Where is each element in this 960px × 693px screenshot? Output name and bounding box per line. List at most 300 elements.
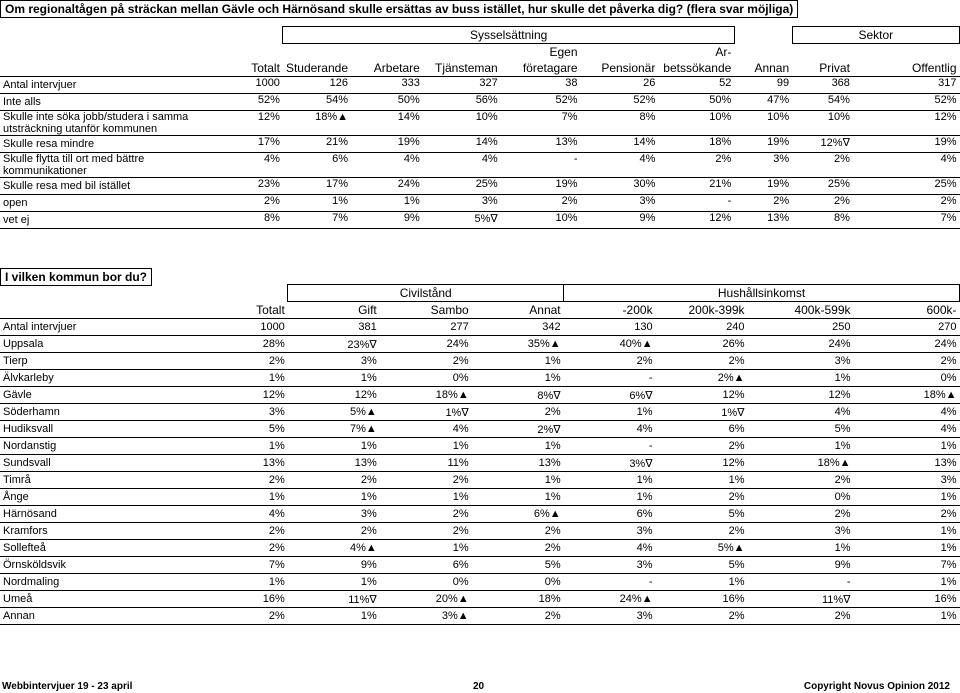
row-label: Skulle resa med bil istället: [0, 178, 195, 195]
question-2-title: I vilken kommun bor du?: [0, 268, 152, 286]
table-row: [0, 212, 960, 229]
table-cell: 17%: [283, 178, 351, 195]
table-cell: 7%: [854, 557, 960, 574]
table-cell: 368: [792, 77, 853, 94]
table-cell: 3%∇: [564, 455, 656, 472]
table-cell: 24%: [380, 336, 472, 353]
table-cell: 21%: [658, 178, 734, 195]
table-cell: -: [564, 370, 656, 387]
table-cell: -: [564, 574, 656, 591]
table-cell: 8%: [792, 212, 853, 229]
column-header: Offentlig: [853, 60, 960, 77]
table-cell: 12%: [195, 111, 283, 136]
table-row: [0, 489, 960, 506]
table-row: [0, 94, 960, 111]
table-cell: 1%: [196, 438, 288, 455]
table-row: [0, 319, 960, 336]
table-cell: 50%: [351, 94, 423, 111]
table-cell: 14%: [351, 111, 423, 136]
table-row: [0, 574, 960, 591]
table-row: [0, 523, 960, 540]
table-cell: 0%: [380, 574, 472, 591]
row-label: vet ej: [0, 212, 195, 229]
table-cell: 2%: [656, 523, 748, 540]
column-header-line1: [853, 44, 960, 61]
table-cell: -: [564, 438, 656, 455]
table-cell: 18%▲: [283, 111, 351, 136]
table-cell: 18%▲: [380, 387, 472, 404]
table-cell: 1%: [196, 370, 288, 387]
table-row: [0, 370, 960, 387]
column-header: 600k-: [854, 302, 960, 319]
table-cell: 26: [581, 77, 659, 94]
column-header-line1: [792, 44, 853, 61]
table-cell: 5%▲: [656, 540, 748, 557]
table-cell: 54%: [792, 94, 853, 111]
table-cell: 2%: [792, 153, 853, 178]
table-cell: 19%: [734, 136, 792, 153]
table-cell: 6%: [656, 421, 748, 438]
table-cell: 13%: [196, 455, 288, 472]
column-header: Tjänsteman: [423, 60, 501, 77]
table-cell: 2%: [656, 438, 748, 455]
table-cell: 12%: [288, 387, 380, 404]
question-1-title: Om regionaltågen på sträckan mellan Gävle och Härnösand skulle ersättas av buss istället, hur skulle det påverka dig? (flera svar möjliga): [0, 0, 798, 18]
table-cell: 2%: [195, 195, 283, 212]
column-header-line1: [734, 44, 792, 61]
table-cell: 13%: [288, 455, 380, 472]
row-label: Umeå: [0, 591, 196, 608]
table-cell: 1%: [196, 489, 288, 506]
table-cell: 4%: [853, 153, 960, 178]
table-cell: 6%▲: [472, 506, 564, 523]
table-row: [0, 136, 960, 153]
table-cell: 4%: [748, 404, 854, 421]
table-cell: 8%: [195, 212, 283, 229]
table-cell: 1%: [854, 523, 960, 540]
table-cell: 52%: [195, 94, 283, 111]
table-cell: 3%: [423, 195, 501, 212]
table-cell: 1%: [288, 574, 380, 591]
row-label: Antal intervjuer: [0, 319, 196, 336]
table-cell: 8%: [581, 111, 659, 136]
column-header-line1: [195, 44, 283, 61]
table-cell: 4%: [564, 421, 656, 438]
table-row: [0, 353, 960, 370]
table-cell: 24%: [854, 336, 960, 353]
column-header-line1: Ar-: [715, 45, 732, 59]
table-cell: 2%: [472, 540, 564, 557]
footer-copyright: Copyright Novus Opinion 2012: [803, 681, 950, 692]
table-cell: 1%: [656, 574, 748, 591]
table-cell: 14%: [581, 136, 659, 153]
table-cell: 1%: [854, 438, 960, 455]
table-cell: 2%: [748, 608, 854, 625]
table-cell: 2%▲: [656, 370, 748, 387]
table-cell: 3%: [564, 608, 656, 625]
table-cell: 11%: [380, 455, 472, 472]
table-cell: 52%: [501, 94, 581, 111]
table-cell: 16%: [196, 591, 288, 608]
table-row: [0, 506, 960, 523]
table-row: [0, 455, 960, 472]
table-cell: 2%: [564, 353, 656, 370]
table-cell: 4%: [581, 153, 659, 178]
table-cell: 3%▲: [380, 608, 472, 625]
table-cell: 5%: [656, 557, 748, 574]
row-label: Skulle inte söka jobb/studera i samma utsträckning utanför kommunen: [0, 111, 195, 136]
table-cell: 10%: [792, 111, 853, 136]
table-row: [0, 336, 960, 353]
table-cell: 1%: [288, 438, 380, 455]
table-cell: 2%: [501, 195, 581, 212]
row-label: Timrå: [0, 472, 196, 489]
table-cell: 1%: [854, 540, 960, 557]
table-cell: 2%: [196, 608, 288, 625]
table-cell: 23%: [195, 178, 283, 195]
table-cell: 12%: [656, 455, 748, 472]
column-header-line1: [351, 44, 423, 61]
table-cell: 3%: [564, 557, 656, 574]
table-cell: 6%: [283, 153, 351, 178]
table-cell: 18%▲: [854, 387, 960, 404]
table-row: [0, 608, 960, 625]
column-header: -200k: [564, 302, 656, 319]
table-row: [0, 421, 960, 438]
group-sysselsattning: Sysselsättning: [283, 27, 734, 44]
table-cell: 317: [853, 77, 960, 94]
table-cell: 9%: [351, 212, 423, 229]
table-cell: 10%: [734, 111, 792, 136]
table-cell: 0%: [854, 370, 960, 387]
table-cell: 23%∇: [288, 336, 380, 353]
table-cell: 6%: [564, 506, 656, 523]
table-cell: 40%▲: [564, 336, 656, 353]
row-label: Hudiksvall: [0, 421, 196, 438]
column-header: 400k-599k: [748, 302, 854, 319]
row-label: Älvkarleby: [0, 370, 196, 387]
table-cell: 3%: [288, 353, 380, 370]
table-cell: 2%: [656, 489, 748, 506]
table-cell: 13%: [501, 136, 581, 153]
table-question-1: [0, 26, 960, 229]
table-cell: 3%: [854, 472, 960, 489]
table-cell: 10%: [423, 111, 501, 136]
table-cell: 2%: [380, 523, 472, 540]
table-row: [0, 404, 960, 421]
table-cell: 1%: [854, 489, 960, 506]
table-row: [0, 153, 960, 178]
table-cell: 327: [423, 77, 501, 94]
table-cell: -: [658, 195, 734, 212]
table-cell: 11%∇: [288, 591, 380, 608]
table-cell: 16%: [656, 591, 748, 608]
table-cell: 19%: [853, 136, 960, 153]
column-header: 200k-399k: [656, 302, 748, 319]
table-cell: 2%: [854, 506, 960, 523]
table-cell: 1%: [283, 195, 351, 212]
table-cell: 4%: [195, 153, 283, 178]
table-cell: 25%: [792, 178, 853, 195]
table-cell: 2%: [853, 195, 960, 212]
table-row: [0, 438, 960, 455]
table-cell: 1%: [748, 438, 854, 455]
column-header: Arbetare: [351, 60, 423, 77]
table-cell: 12%: [853, 111, 960, 136]
table-cell: 3%: [581, 195, 659, 212]
row-label: Uppsala: [0, 336, 196, 353]
table-cell: 5%: [656, 506, 748, 523]
column-header-line1: [423, 44, 501, 61]
table-cell: 1%: [564, 472, 656, 489]
table-cell: 4%: [564, 540, 656, 557]
table-cell: 17%: [195, 136, 283, 153]
table-cell: 7%: [501, 111, 581, 136]
table-cell: 6%: [380, 557, 472, 574]
table-cell: 3%: [748, 353, 854, 370]
table-cell: 10%: [501, 212, 581, 229]
table-cell: 342: [472, 319, 564, 336]
table-cell: 1%: [288, 489, 380, 506]
table-cell: 1%: [854, 608, 960, 625]
table-cell: 2%: [748, 472, 854, 489]
table-cell: 277: [380, 319, 472, 336]
table-cell: 1%: [472, 353, 564, 370]
row-label: Nordanstig: [0, 438, 196, 455]
table-cell: -: [501, 153, 581, 178]
table-cell: 12%: [196, 387, 288, 404]
table-cell: 56%: [423, 94, 501, 111]
row-label: Örnsköldsvik: [0, 557, 196, 574]
table-cell: 54%: [283, 94, 351, 111]
table-cell: 52: [658, 77, 734, 94]
table-cell: 2%: [734, 195, 792, 212]
table-row: [0, 557, 960, 574]
table-cell: 3%: [196, 404, 288, 421]
table-cell: 2%: [380, 506, 472, 523]
table-cell: 2%: [656, 353, 748, 370]
table-cell: 50%: [658, 94, 734, 111]
table-cell: -: [748, 574, 854, 591]
table-cell: 47%: [734, 94, 792, 111]
table-cell: 2%: [658, 153, 734, 178]
table-cell: 130: [564, 319, 656, 336]
group-hushallsinkomst: Hushållsinkomst: [564, 285, 960, 302]
table-question-2: [0, 284, 960, 625]
table-cell: 28%: [196, 336, 288, 353]
table-cell: 35%▲: [472, 336, 564, 353]
table-cell: 2%: [196, 523, 288, 540]
table-cell: 1%: [854, 574, 960, 591]
table-cell: 1%: [748, 540, 854, 557]
table-cell: 2%: [472, 404, 564, 421]
table-cell: 1%: [472, 472, 564, 489]
row-label: Kramfors: [0, 523, 196, 540]
table-cell: 2%: [288, 523, 380, 540]
table-row: [0, 77, 960, 94]
table-cell: 13%: [854, 455, 960, 472]
table-cell: 250: [748, 319, 854, 336]
table-cell: 1000: [195, 77, 283, 94]
table-cell: 20%▲: [380, 591, 472, 608]
table-cell: 11%∇: [748, 591, 854, 608]
row-label: Sollefteå: [0, 540, 196, 557]
row-label: Ånge: [0, 489, 196, 506]
table-row: [0, 540, 960, 557]
table-cell: 12%: [656, 387, 748, 404]
table-cell: 2%: [792, 195, 853, 212]
table-cell: 1%: [196, 574, 288, 591]
table-cell: 1000: [196, 319, 288, 336]
column-header: Totalt: [196, 302, 288, 319]
table-cell: 2%: [472, 608, 564, 625]
table-cell: 2%: [196, 353, 288, 370]
table-cell: 1%: [472, 438, 564, 455]
table-cell: 5%: [472, 557, 564, 574]
column-header-line1: [283, 44, 351, 61]
column-header: Totalt: [195, 60, 283, 77]
table-cell: 2%: [196, 540, 288, 557]
table-cell: 1%: [380, 438, 472, 455]
footer-page-number: 20: [473, 681, 485, 692]
table-cell: 18%: [658, 136, 734, 153]
column-header: Annat: [472, 302, 564, 319]
column-header: betssökande: [658, 60, 734, 77]
table-cell: 9%: [748, 557, 854, 574]
table-cell: 26%: [656, 336, 748, 353]
table-cell: 0%: [472, 574, 564, 591]
table-cell: 12%: [748, 387, 854, 404]
table-cell: 270: [854, 319, 960, 336]
table-cell: 1%: [472, 489, 564, 506]
table-cell: 3%: [288, 506, 380, 523]
column-header: företagare: [501, 60, 581, 77]
table-cell: 3%: [734, 153, 792, 178]
table-row: [0, 195, 960, 212]
table-cell: 10%: [658, 111, 734, 136]
table-cell: 38: [501, 77, 581, 94]
table-cell: 14%: [423, 136, 501, 153]
table-cell: 2%: [380, 353, 472, 370]
table-cell: 2%: [854, 353, 960, 370]
table-cell: 5%▲: [288, 404, 380, 421]
column-header: Sambo: [380, 302, 472, 319]
column-header: Studerande: [283, 60, 351, 77]
row-label: Härnösand: [0, 506, 196, 523]
row-label: Sundsvall: [0, 455, 196, 472]
table-cell: 9%: [581, 212, 659, 229]
row-label: Annan: [0, 608, 196, 625]
table-cell: 0%: [748, 489, 854, 506]
table-row: [0, 178, 960, 195]
row-label: Söderhamn: [0, 404, 196, 421]
table-cell: 381: [288, 319, 380, 336]
table-cell: 2%: [748, 506, 854, 523]
table-cell: 13%: [734, 212, 792, 229]
table-cell: 3%: [748, 523, 854, 540]
table-cell: 3%: [564, 523, 656, 540]
column-header-line1: [581, 44, 659, 61]
table-row: [0, 387, 960, 404]
table-cell: 25%: [423, 178, 501, 195]
row-label: Skulle resa mindre: [0, 136, 195, 153]
group-sektor: Sektor: [792, 27, 959, 44]
table-cell: 2%: [472, 523, 564, 540]
table-cell: 1%: [380, 489, 472, 506]
table-cell: 13%: [472, 455, 564, 472]
table-cell: 9%: [288, 557, 380, 574]
table-cell: 2%: [380, 472, 472, 489]
table-cell: 7%: [283, 212, 351, 229]
row-label: open: [0, 195, 195, 212]
row-label: Antal intervjuer: [0, 77, 195, 94]
column-header: Pensionär: [581, 60, 659, 77]
column-header-line1: Egen: [549, 45, 578, 59]
table-cell: 1%: [288, 608, 380, 625]
table-cell: 7%▲: [288, 421, 380, 438]
table-cell: 5%: [748, 421, 854, 438]
table-row: [0, 111, 960, 136]
column-header: Annan: [734, 60, 792, 77]
table-cell: 24%: [748, 336, 854, 353]
table-cell: 1%: [748, 370, 854, 387]
table-cell: 0%: [380, 370, 472, 387]
table-cell: 2%∇: [472, 421, 564, 438]
table-cell: 126: [283, 77, 351, 94]
table-row: [0, 472, 960, 489]
row-label: Gävle: [0, 387, 196, 404]
table-cell: 1%∇: [380, 404, 472, 421]
table-cell: 30%: [581, 178, 659, 195]
table-cell: 4%: [196, 506, 288, 523]
table-cell: 5%∇: [423, 212, 501, 229]
table-cell: 2%: [656, 608, 748, 625]
table-cell: 12%: [658, 212, 734, 229]
table-cell: 1%: [351, 195, 423, 212]
column-header: Privat: [792, 60, 853, 77]
row-label: Tierp: [0, 353, 196, 370]
table-cell: 7%: [853, 212, 960, 229]
table-cell: 1%: [656, 472, 748, 489]
row-label: Nordmaling: [0, 574, 196, 591]
table-cell: 1%∇: [656, 404, 748, 421]
table-cell: 24%: [351, 178, 423, 195]
table-cell: 19%: [734, 178, 792, 195]
table-cell: 4%: [380, 421, 472, 438]
table-cell: 1%: [288, 370, 380, 387]
table-cell: 7%: [196, 557, 288, 574]
table-cell: 240: [656, 319, 748, 336]
group-civilstand: Civilstånd: [288, 285, 564, 302]
table-cell: 1%: [380, 540, 472, 557]
table-cell: 25%: [853, 178, 960, 195]
table-cell: 16%: [854, 591, 960, 608]
table-cell: 12%∇: [792, 136, 853, 153]
table-row: [0, 591, 960, 608]
table-cell: 333: [351, 77, 423, 94]
table-cell: 19%: [501, 178, 581, 195]
table-cell: 4%▲: [288, 540, 380, 557]
table-cell: 52%: [581, 94, 659, 111]
table-cell: 1%: [564, 404, 656, 421]
table-cell: 24%▲: [564, 591, 656, 608]
table-cell: 18%▲: [748, 455, 854, 472]
column-header: Gift: [288, 302, 380, 319]
table-cell: 18%: [472, 591, 564, 608]
table-cell: 5%: [196, 421, 288, 438]
table-cell: 1%: [472, 370, 564, 387]
table-cell: 2%: [196, 472, 288, 489]
